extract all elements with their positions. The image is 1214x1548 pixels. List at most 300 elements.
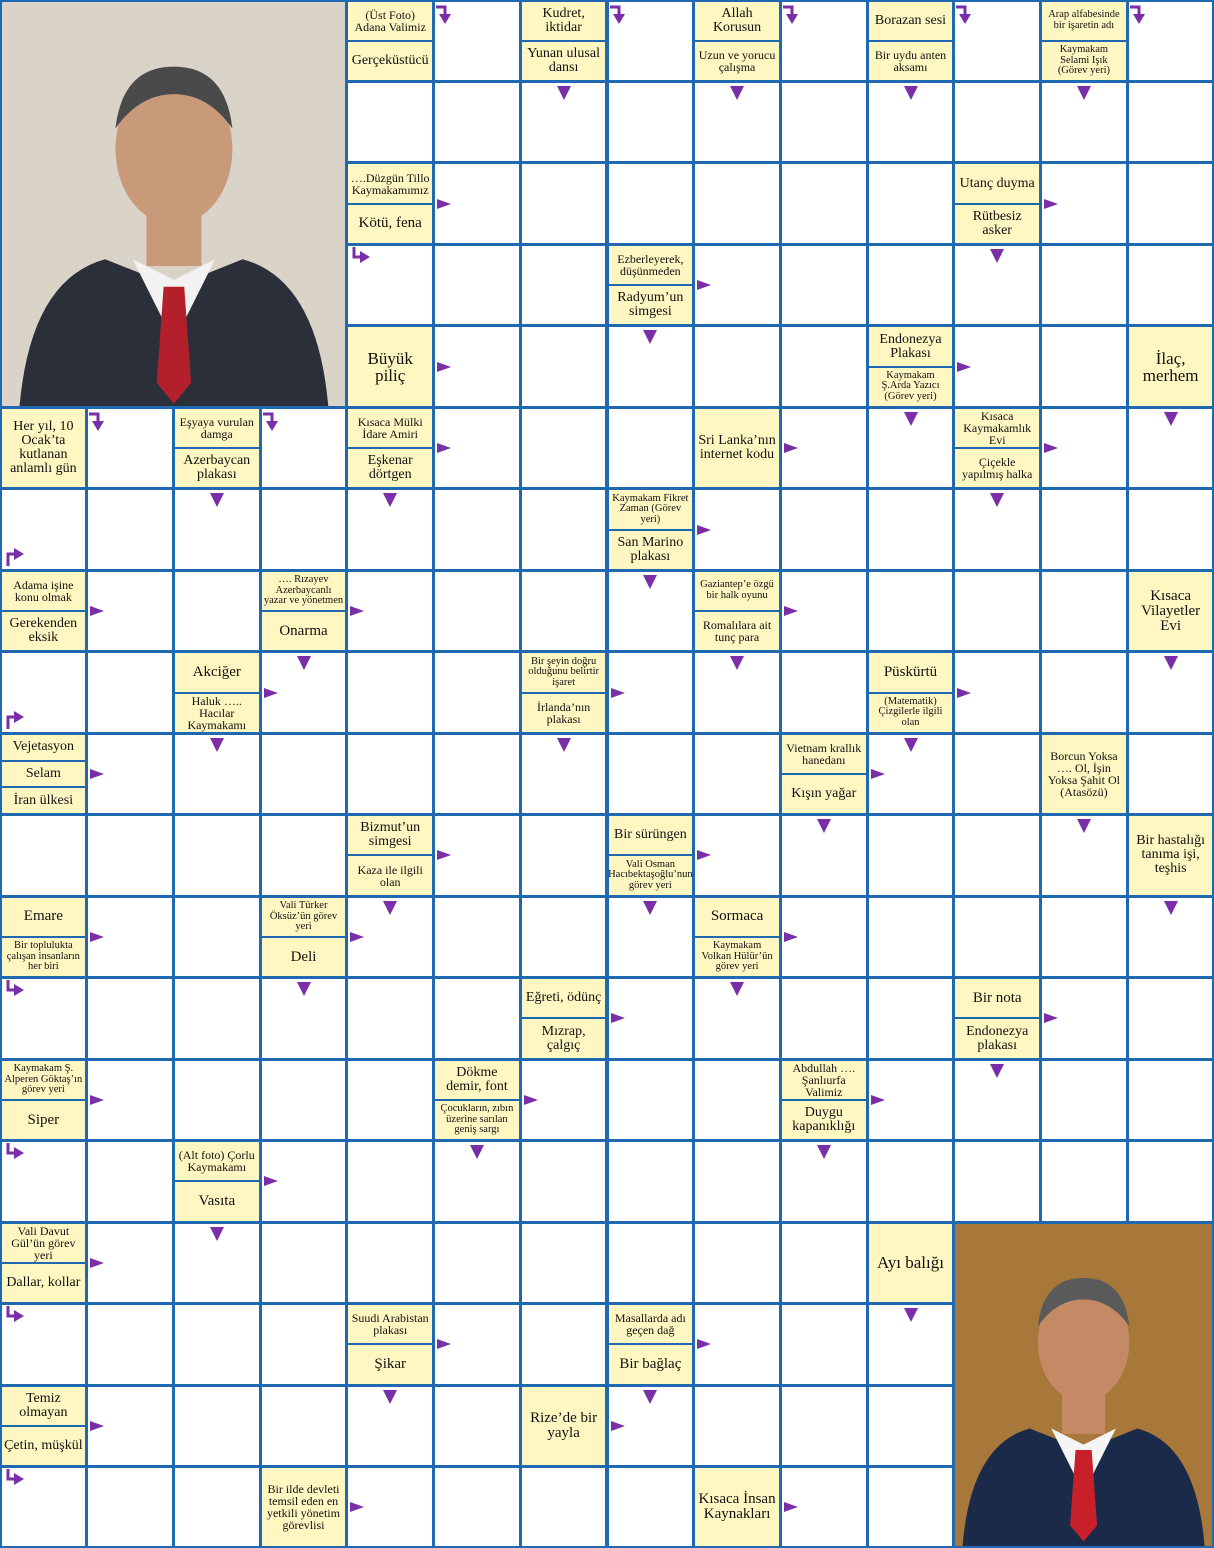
answer-cell[interactable]	[262, 735, 346, 813]
clue-text: Vietnam krallık hanedanı	[786, 740, 862, 767]
answer-cell[interactable]	[522, 898, 606, 976]
answer-cell[interactable]	[695, 164, 779, 242]
answer-cell[interactable]	[1129, 979, 1213, 1057]
answer-cell[interactable]	[88, 1468, 172, 1546]
answer-cell[interactable]	[695, 1224, 779, 1302]
answer-cell[interactable]	[609, 1468, 693, 1546]
direction-arrow-icon	[434, 1333, 456, 1355]
direction-arrow-icon	[639, 1386, 661, 1408]
clue-text: Vejetasyon	[12, 739, 75, 755]
clue-cell	[609, 1305, 693, 1383]
answer-cell[interactable]	[869, 1468, 953, 1546]
clue-cell	[435, 1061, 519, 1139]
direction-arrow-icon	[781, 926, 803, 948]
answer-cell[interactable]	[348, 735, 432, 813]
clue-text: (Üst Foto) Adana Valimiz	[354, 7, 426, 34]
answer-cell[interactable]	[869, 1142, 953, 1220]
answer-cell[interactable]	[262, 1387, 346, 1465]
answer-cell[interactable]	[782, 83, 866, 161]
clue-text: Çetin, müşkül	[2, 1425, 86, 1465]
answer-cell[interactable]	[695, 735, 779, 813]
portrait-photo	[955, 1224, 1212, 1547]
clue-text: (Alt foto) Çorlu Kaymakamı	[178, 1148, 255, 1175]
answer-cell[interactable]	[782, 653, 866, 731]
clue-text: (Matematik) Çizgilerle ilgili olan	[869, 692, 953, 732]
clue-text: Allah Korusun	[712, 5, 762, 35]
clue-cell	[348, 164, 432, 242]
answer-cell[interactable]	[522, 1142, 606, 1220]
clue-text: Bizmut’un simgesi	[360, 820, 421, 850]
answer-cell[interactable]	[175, 1305, 259, 1383]
clue-text: Ayı balığı	[877, 1253, 944, 1273]
direction-arrow-icon	[379, 897, 401, 919]
clue-text: Rütbesiz asker	[955, 203, 1039, 243]
direction-arrow-icon	[726, 978, 748, 1000]
clue-text: Borcun Yoksa …. Ol, İşin Yoksa Şahit Ol (Atasözü)	[1047, 748, 1120, 799]
direction-arrow-icon	[379, 1386, 401, 1408]
clue-cell	[955, 979, 1039, 1057]
clue-text: Gerekenden eksik	[2, 610, 86, 650]
answer-cell[interactable]	[1129, 1142, 1213, 1220]
answer-cell[interactable]	[262, 816, 346, 894]
clue-cell	[955, 409, 1039, 487]
clue-cell	[348, 1305, 432, 1383]
clue-text: Vali Davut Gül’ün görev yeri	[11, 1223, 76, 1262]
answer-cell[interactable]	[955, 735, 1039, 813]
direction-arrow-icon	[781, 437, 803, 459]
answer-cell[interactable]	[262, 1061, 346, 1139]
answer-cell[interactable]	[522, 327, 606, 405]
answer-cell[interactable]	[262, 1305, 346, 1383]
clue-cell	[609, 490, 693, 568]
direction-arrow-icon	[781, 4, 803, 26]
clue-text: Bir bağlaç	[609, 1343, 693, 1383]
clue-text: Kısaca İnsan Kaynakları	[698, 1491, 776, 1523]
direction-arrow-icon	[206, 1223, 228, 1245]
clue-text: Büyük piliç	[367, 348, 413, 385]
direction-arrow-icon	[1073, 82, 1095, 104]
answer-cell[interactable]	[348, 1061, 432, 1139]
clue-text: Sri Lanka’nın internet kodu	[698, 433, 776, 463]
direction-arrow-icon	[986, 1060, 1008, 1082]
clue-cell	[1129, 572, 1213, 650]
answer-cell[interactable]	[609, 1224, 693, 1302]
direction-arrow-icon	[1041, 1007, 1063, 1029]
direction-arrow-icon	[868, 1089, 890, 1111]
answer-cell[interactable]	[348, 1224, 432, 1302]
clue-text: İlaç, merhem	[1142, 348, 1199, 385]
answer-cell[interactable]	[175, 816, 259, 894]
clue-cell	[695, 572, 779, 650]
direction-arrow-icon	[781, 600, 803, 622]
clue-cell	[869, 327, 953, 405]
clue-text: Kısaca Kaymakamlık Evi	[963, 408, 1032, 447]
answer-cell[interactable]	[955, 816, 1039, 894]
direction-arrow-icon	[1073, 815, 1095, 837]
answer-cell[interactable]	[522, 572, 606, 650]
direction-arrow-icon	[347, 600, 369, 622]
direction-arrow-icon	[900, 1304, 922, 1326]
answer-cell[interactable]	[869, 572, 953, 650]
answer-cell[interactable]	[1042, 246, 1126, 324]
direction-arrow-icon	[986, 245, 1008, 267]
clue-text: Kaymakam Volkan Hülür’ün görev yeri	[695, 936, 779, 976]
answer-cell[interactable]	[348, 979, 432, 1057]
direction-arrow-icon	[726, 652, 748, 674]
answer-cell[interactable]	[609, 83, 693, 161]
answer-cell[interactable]	[782, 1305, 866, 1383]
answer-cell[interactable]	[869, 1387, 953, 1465]
clue-cell	[695, 1468, 779, 1546]
clue-text: Kötü, fena	[348, 203, 432, 243]
direction-arrow-icon	[261, 682, 283, 704]
answer-cell[interactable]	[2, 816, 86, 894]
direction-arrow-icon	[347, 1496, 369, 1518]
clue-text: Kaymakam Selami Işık (Görev yeri)	[1042, 40, 1126, 80]
clue-cell	[2, 1224, 86, 1302]
clue-text: Kışın yağar	[782, 773, 866, 813]
clue-cell	[695, 409, 779, 487]
clue-cell	[1042, 735, 1126, 813]
clue-text: Haluk ….. Hacılar Kaymakamı	[175, 692, 259, 732]
clue-text: Kaymakam Ş. Alperen Göktaş’ın görev yeri	[4, 1063, 83, 1096]
clue-cell	[782, 1061, 866, 1139]
direction-arrow-icon	[1160, 408, 1182, 430]
answer-cell[interactable]	[1129, 83, 1213, 161]
answer-cell[interactable]	[869, 164, 953, 242]
clue-cell	[609, 816, 693, 894]
clue-text: Mızrap, çalgıç	[522, 1017, 606, 1057]
clue-text: Bir hastalığı tanıma işi, teşhis	[1136, 833, 1206, 877]
direction-arrow-icon	[694, 274, 716, 296]
answer-cell[interactable]	[522, 1468, 606, 1546]
clue-text: San Marino plakası	[609, 529, 693, 569]
photo-top	[2, 2, 346, 406]
clue-text: İran ülkesi	[2, 786, 86, 813]
direction-arrow-icon	[434, 4, 456, 26]
direction-arrow-icon	[206, 734, 228, 756]
answer-cell[interactable]	[782, 490, 866, 568]
answer-cell[interactable]	[88, 490, 172, 568]
direction-arrow-icon	[608, 1007, 630, 1029]
answer-cell[interactable]	[955, 898, 1039, 976]
answer-cell[interactable]	[175, 979, 259, 1057]
clue-text: Masallarda adı geçen dağ	[614, 1311, 686, 1338]
clue-text: Dallar, kollar	[2, 1262, 86, 1302]
direction-arrow-icon	[813, 815, 835, 837]
direction-arrow-icon	[87, 411, 109, 433]
answer-cell[interactable]	[435, 1224, 519, 1302]
clue-text: Deli	[262, 936, 346, 976]
clue-text: Eğreti, ödünç	[525, 990, 602, 1006]
answer-cell[interactable]	[609, 409, 693, 487]
direction-arrow-icon	[434, 193, 456, 215]
direction-arrow-icon	[553, 734, 575, 756]
direction-arrow-icon	[206, 489, 228, 511]
clue-cell	[1129, 327, 1213, 405]
answer-cell[interactable]	[435, 898, 519, 976]
answer-cell[interactable]	[955, 572, 1039, 650]
direction-arrow-icon	[900, 82, 922, 104]
answer-cell[interactable]	[1042, 898, 1126, 976]
clue-text: Siper	[2, 1099, 86, 1139]
direction-arrow-icon	[87, 763, 109, 785]
answer-cell[interactable]	[175, 1387, 259, 1465]
clue-cell	[869, 2, 953, 80]
clue-text: Çiçekle yapılmış halka	[955, 447, 1039, 487]
clue-text: Adama işine konu olmak	[13, 577, 74, 604]
clue-cell	[348, 409, 432, 487]
clue-cell	[262, 898, 346, 976]
answer-cell[interactable]	[348, 653, 432, 731]
direction-arrow-icon	[434, 437, 456, 459]
clue-text: Suudi Arabistan plakası	[351, 1311, 429, 1338]
direction-arrow-icon	[694, 1333, 716, 1355]
answer-cell[interactable]	[522, 1305, 606, 1383]
direction-arrow-icon	[639, 326, 661, 348]
direction-arrow-icon	[293, 978, 315, 1000]
answer-cell[interactable]	[782, 327, 866, 405]
clue-text: Bir ilde devleti temsil eden en yetkili yönetim görevlisi	[266, 1482, 340, 1533]
clue-text: Sormaca	[710, 908, 764, 925]
answer-cell[interactable]	[522, 1224, 606, 1302]
direction-arrow-icon	[900, 734, 922, 756]
clue-cell	[2, 735, 86, 813]
direction-arrow-icon	[694, 844, 716, 866]
answer-cell[interactable]	[609, 735, 693, 813]
direction-arrow-icon	[350, 245, 372, 267]
clue-text: Eşyaya vurulan damga	[179, 414, 254, 441]
direction-arrow-icon	[4, 709, 26, 731]
direction-arrow-icon	[4, 1467, 26, 1489]
clue-cell	[2, 409, 86, 487]
direction-arrow-icon	[1160, 897, 1182, 919]
direction-arrow-icon	[608, 682, 630, 704]
answer-cell[interactable]	[609, 1061, 693, 1139]
clue-text: Endonezya Plakası	[879, 331, 942, 361]
clue-cell	[2, 1061, 86, 1139]
answer-cell[interactable]	[88, 1305, 172, 1383]
direction-arrow-icon	[466, 1141, 488, 1163]
direction-arrow-icon	[954, 682, 976, 704]
direction-arrow-icon	[434, 844, 456, 866]
answer-cell[interactable]	[609, 1142, 693, 1220]
clue-text: Şikar	[348, 1343, 432, 1383]
clue-text: …. Rızayev Azerbaycanlı yazar ve yönetmen	[263, 574, 344, 607]
direction-arrow-icon	[639, 897, 661, 919]
answer-cell[interactable]	[435, 246, 519, 324]
clue-text: Çocukların, zıbın üzerine sarılan geniş sargı	[435, 1099, 519, 1139]
answer-cell[interactable]	[88, 1142, 172, 1220]
answer-cell[interactable]	[348, 83, 432, 161]
clue-text: Bir nota	[972, 989, 1022, 1006]
clue-text: Bir toplulukta çalışan insanların her biri	[2, 936, 86, 976]
answer-cell[interactable]	[869, 246, 953, 324]
clue-text: Romalılara ait tunç para	[695, 610, 779, 650]
answer-cell[interactable]	[869, 490, 953, 568]
clue-text: Kaymakam Ş.Arda Yazıcı (Görev yeri)	[869, 366, 953, 406]
answer-cell[interactable]	[695, 1061, 779, 1139]
answer-cell[interactable]	[435, 83, 519, 161]
clue-cell	[609, 246, 693, 324]
direction-arrow-icon	[4, 978, 26, 1000]
clue-text: Bir şeyin doğru olduğunu belirtir işaret	[528, 655, 600, 688]
clue-text: Arap alfabesinde bir işaretin adı	[1048, 9, 1120, 31]
answer-cell[interactable]	[955, 83, 1039, 161]
answer-cell[interactable]	[435, 1468, 519, 1546]
direction-arrow-icon	[1041, 437, 1063, 459]
answer-cell[interactable]	[1042, 1142, 1126, 1220]
answer-cell[interactable]	[175, 898, 259, 976]
answer-cell[interactable]	[435, 979, 519, 1057]
clue-text: Akciğer	[192, 663, 241, 680]
answer-cell[interactable]	[175, 1468, 259, 1546]
answer-cell[interactable]	[955, 1142, 1039, 1220]
answer-cell[interactable]	[782, 1387, 866, 1465]
answer-cell[interactable]	[1042, 572, 1126, 650]
clue-cell	[695, 2, 779, 80]
answer-cell[interactable]	[522, 409, 606, 487]
clue-cell	[1042, 2, 1126, 80]
clue-text: Ezberleyerek, düşünmeden	[617, 252, 684, 279]
clue-text: Duygu kapanıklığı	[782, 1099, 866, 1139]
clue-cell	[262, 1468, 346, 1546]
answer-cell[interactable]	[175, 1061, 259, 1139]
clue-text: ….Düzgün Tillo Kaymakamımız	[350, 170, 430, 197]
portrait-photo	[2, 2, 346, 406]
direction-arrow-icon	[434, 356, 456, 378]
answer-cell[interactable]	[695, 327, 779, 405]
answer-cell[interactable]	[782, 164, 866, 242]
clue-cell	[2, 572, 86, 650]
direction-arrow-icon	[900, 408, 922, 430]
clue-cell	[175, 409, 259, 487]
answer-cell[interactable]	[1042, 327, 1126, 405]
clue-cell	[2, 898, 86, 976]
clue-text: Onarma	[262, 610, 346, 650]
answer-cell[interactable]	[1129, 246, 1213, 324]
direction-arrow-icon	[608, 4, 630, 26]
answer-cell[interactable]	[262, 1224, 346, 1302]
answer-cell[interactable]	[88, 816, 172, 894]
answer-cell[interactable]	[522, 816, 606, 894]
clue-cell	[955, 164, 1039, 242]
clue-text: Uzun ve yorucu çalışma	[695, 40, 779, 80]
direction-arrow-icon	[813, 1141, 835, 1163]
clue-text: Vasıta	[175, 1180, 259, 1220]
clue-text: Endonezya plakası	[955, 1017, 1039, 1057]
clue-text: Selam	[2, 760, 86, 787]
direction-arrow-icon	[87, 926, 109, 948]
clue-cell	[348, 327, 432, 405]
clue-cell	[522, 2, 606, 80]
answer-cell[interactable]	[782, 1224, 866, 1302]
direction-arrow-icon	[293, 652, 315, 674]
answer-cell[interactable]	[695, 1387, 779, 1465]
direction-arrow-icon	[87, 1252, 109, 1274]
clue-text: İrlanda’nın plakası	[522, 692, 606, 732]
clue-text: Bir uydu anten aksamı	[869, 40, 953, 80]
clue-text: Rize’de bir yayla	[530, 1409, 598, 1441]
answer-cell[interactable]	[435, 735, 519, 813]
direction-arrow-icon	[726, 82, 748, 104]
answer-cell[interactable]	[435, 653, 519, 731]
answer-cell[interactable]	[435, 490, 519, 568]
clue-cell	[175, 653, 259, 731]
clue-text: Borazan sesi	[874, 12, 947, 28]
answer-cell[interactable]	[522, 246, 606, 324]
answer-cell[interactable]	[1129, 1061, 1213, 1139]
clue-text: Temiz olmayan	[19, 1390, 68, 1420]
clue-cell	[522, 1387, 606, 1465]
direction-arrow-icon	[781, 1496, 803, 1518]
answer-cell[interactable]	[1129, 490, 1213, 568]
clue-text: Her yıl, 10 Ocak’ta kutlanan anlamlı gün	[10, 419, 77, 477]
clue-cell	[262, 572, 346, 650]
clue-cell	[869, 653, 953, 731]
direction-arrow-icon	[347, 926, 369, 948]
answer-cell[interactable]	[1042, 653, 1126, 731]
answer-cell[interactable]	[869, 816, 953, 894]
answer-cell[interactable]	[869, 898, 953, 976]
answer-cell[interactable]	[869, 979, 953, 1057]
answer-cell[interactable]	[522, 490, 606, 568]
clue-text: Utanç duyma	[959, 175, 1035, 191]
answer-cell[interactable]	[1129, 735, 1213, 813]
clue-text: Vali Türker Öksüz’ün görev yeri	[269, 900, 338, 933]
answer-cell[interactable]	[348, 1142, 432, 1220]
clue-text: Vali Osman Hacıbektaşoğlu’nun görev yeri	[609, 854, 693, 894]
direction-arrow-icon	[639, 571, 661, 593]
direction-arrow-icon	[521, 1089, 543, 1111]
direction-arrow-icon	[87, 1415, 109, 1437]
answer-cell[interactable]	[782, 246, 866, 324]
answer-cell[interactable]	[175, 572, 259, 650]
clue-text: Yunan ulusal dansı	[522, 40, 606, 80]
direction-arrow-icon	[261, 1170, 283, 1192]
clue-text: Eşkenar dörtgen	[348, 447, 432, 487]
answer-cell[interactable]	[609, 164, 693, 242]
clue-text: Kaymakam Fikret Zaman (Görev yeri)	[612, 492, 689, 525]
direction-arrow-icon	[1041, 193, 1063, 215]
clue-text: Kısaca Vilayetler Evi	[1141, 587, 1201, 634]
answer-cell[interactable]	[1042, 490, 1126, 568]
clue-cell	[1129, 816, 1213, 894]
clue-cell	[2, 1387, 86, 1465]
answer-cell[interactable]	[695, 1142, 779, 1220]
answer-cell[interactable]	[1042, 1061, 1126, 1139]
direction-arrow-icon	[261, 411, 283, 433]
answer-cell[interactable]	[1129, 164, 1213, 242]
answer-cell[interactable]	[435, 572, 519, 650]
answer-cell[interactable]	[262, 490, 346, 568]
answer-cell[interactable]	[88, 979, 172, 1057]
answer-cell[interactable]	[782, 979, 866, 1057]
clue-text: Bir sürüngen	[613, 827, 687, 843]
direction-arrow-icon	[379, 489, 401, 511]
answer-cell[interactable]	[522, 164, 606, 242]
direction-arrow-icon	[87, 600, 109, 622]
answer-cell[interactable]	[88, 653, 172, 731]
clue-text: Püskürtü	[883, 663, 938, 680]
answer-cell[interactable]	[435, 1387, 519, 1465]
clue-cell	[348, 2, 432, 80]
direction-arrow-icon	[553, 82, 575, 104]
direction-arrow-icon	[4, 1304, 26, 1326]
photo-bottom	[955, 1224, 1212, 1547]
direction-arrow-icon	[1128, 4, 1150, 26]
clue-cell	[695, 898, 779, 976]
